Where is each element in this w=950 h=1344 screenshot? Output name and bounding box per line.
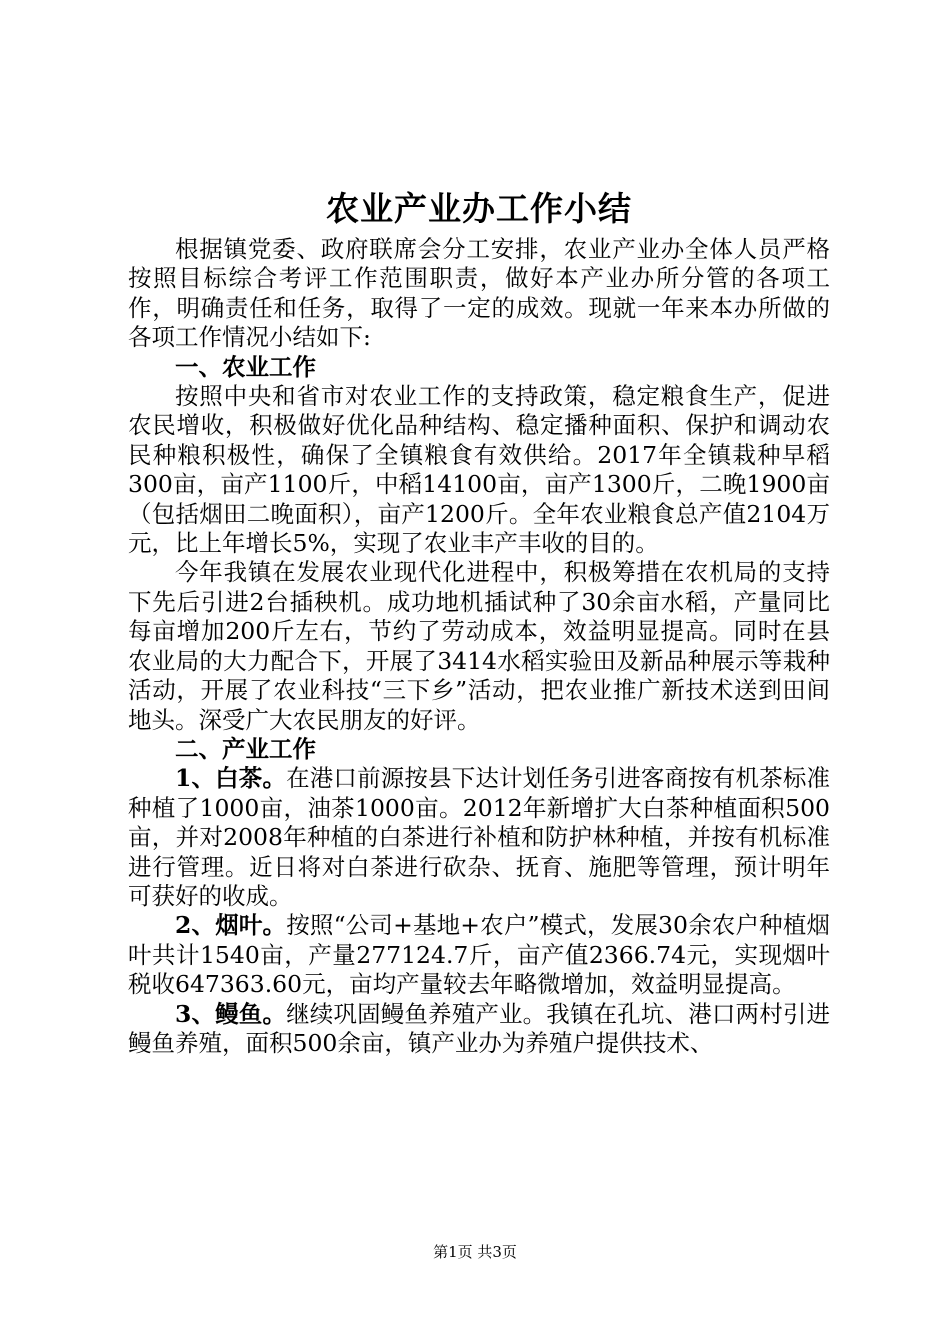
industry-item-eel bbox=[128, 1000, 830, 1059]
page-number-footer: 第1页 共3页 bbox=[433, 1243, 517, 1261]
item-text: 在港口前源按县下达计划任务引进客商按有机茶标准种植了1000亩，油茶1000亩。2012年新增扩大白茶种植面积500亩，并对2008年种植的白茶进行补植和防护林种植，并按有机标准进行管理。近日将对白茶进行砍杂、抚育、施肥等管理，预计明年可获好的收成。 bbox=[128, 764, 830, 910]
intro-paragraph: 根据镇党委、政府联席会分工安排，农业产业办全体人员严格按照目标综合考评工作范围职责，做好本产业办所分管的各项工作，明确责任和任务，取得了一定的成效。现就一年来本办所做的各项工作情况小结如下: bbox=[128, 235, 830, 352]
document-body bbox=[128, 183, 830, 1058]
agriculture-paragraph-2: 今年我镇在发展农业现代化进程中，积极筹措在农机局的支持下先后引进2台插秧机。成功地机插试种了30余亩水稻，产量同比每亩增加200斤左右，节约了劳动成本，效益明显提高。同时在县农业局的大力配合下，开展了3414水稻实验田及新品种展示等栽种活动，开展了农业科技“三下乡”活动，把农业推广新技术送到田间地头。深受广大农民朋友的好评。 bbox=[128, 558, 830, 734]
item-label: 3、鳗鱼。 bbox=[175, 999, 287, 1028]
item-text: 按照“公司+基地+农户”模式，发展30余农户种植烟叶共计1540亩，产量277124.7斤，亩产值2366.74元，实现烟叶税收647363.60元，亩均产量较去年略微增加，效益明显提高。 bbox=[128, 911, 830, 999]
industry-item-tobacco bbox=[128, 911, 830, 999]
item-label: 2、烟叶。 bbox=[175, 911, 287, 940]
agriculture-paragraph-1: 按照中央和省市对农业工作的支持政策，稳定粮食生产，促进农民增收，积极做好优化品种结构、稳定播种面积、保护和调动农民种粮积极性，确保了全镇粮食有效供给。2017年全镇栽种早稻300亩，亩产1100斤，中稻14100亩，亩产1300斤，二晚1900亩（包括烟田二晚面积），亩产1200斤。全年农业粮食总产值2104万元，比上年增长5%，实现了农业丰产丰收的目的。 bbox=[128, 382, 830, 558]
section-heading-agriculture: 一、农业工作 bbox=[175, 352, 316, 381]
document-title: 农业产业办工作小结 bbox=[326, 189, 632, 228]
section-heading-industry: 二、产业工作 bbox=[175, 734, 316, 763]
industry-item-white-tea bbox=[128, 764, 830, 911]
item-text: 继续巩固鳗鱼养殖产业。我镇在孔坑、港口两村引进鳗鱼养殖，面积500余亩，镇产业办为养殖户提供技术、 bbox=[128, 999, 830, 1057]
item-label: 1、白茶。 bbox=[175, 764, 287, 793]
